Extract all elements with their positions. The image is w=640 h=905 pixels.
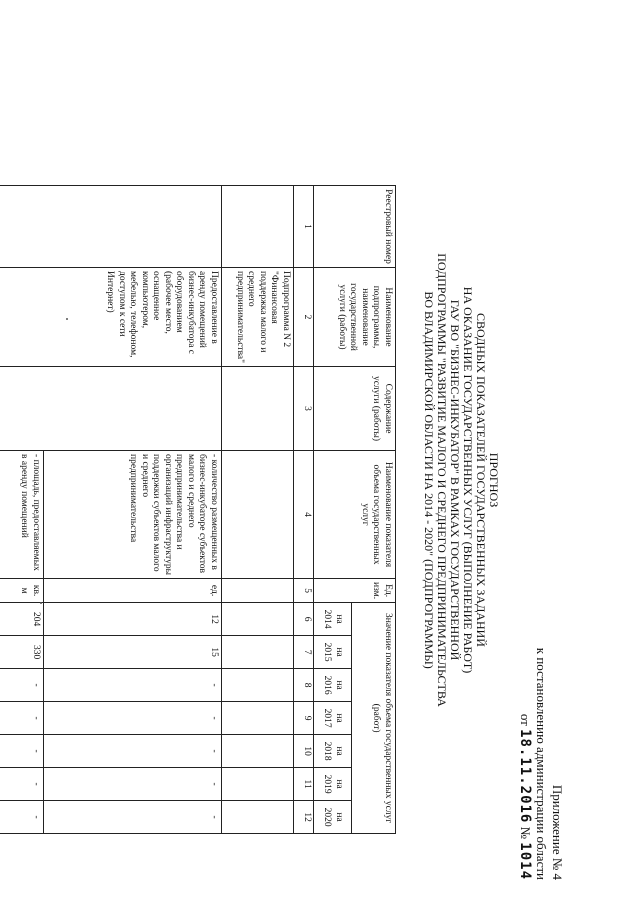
indicator-name: - количество размещенных в бизнес-инкубаторе субъектов малого и среднего предпринимательства и организаций инфраструктуры поддержки субъектов малого и среднего предпринимательства <box>44 451 222 579</box>
service-reg-cell <box>0 186 222 268</box>
empty-cell <box>222 579 294 603</box>
col-number: 1 <box>294 186 314 268</box>
col-number: 7 <box>294 636 314 669</box>
empty-cell <box>222 636 294 669</box>
indicator-value: - <box>44 702 222 735</box>
col-number: 6 <box>294 603 314 636</box>
header-reg-number: Реестровый номер <box>314 186 396 268</box>
indicator-value: - <box>0 801 44 834</box>
header-name: Наименование подпрограммы, наименование государственной услуги (работы) <box>314 268 396 367</box>
title-line: СВОДНЫХ ПОКАЗАТЕЛЕЙ ГОСУДАРСТВЕННЫХ ЗАДАНИЙ <box>474 313 488 647</box>
empty-cell <box>222 768 294 801</box>
col-number: 8 <box>294 669 314 702</box>
annex-number-sign: № <box>518 826 533 840</box>
indicator-value: 15 <box>44 636 222 669</box>
indicator-name: - площадь, предоставляемых в аренду помещений <box>0 451 44 579</box>
empty-cell <box>222 669 294 702</box>
service-content <box>0 367 222 451</box>
header-year: на 2014 <box>314 603 352 636</box>
annex-date-prefix: от <box>518 713 533 726</box>
empty-cell <box>222 603 294 636</box>
col-number: 11 <box>294 768 314 801</box>
indicator-value: 12 <box>44 603 222 636</box>
empty-cell <box>222 702 294 735</box>
header-value-group: Значение показателя объема государственных услуг (работ) <box>352 603 396 834</box>
document-title <box>422 250 500 710</box>
indicator-value: 204 <box>0 603 44 636</box>
title-line: ПРОГНОЗ <box>487 452 501 508</box>
col-number: 2 <box>294 268 314 367</box>
header-year: на 2019 <box>314 768 352 801</box>
indicator-value: - <box>44 801 222 834</box>
col-number: 9 <box>294 702 314 735</box>
scan-speck <box>40 602 42 604</box>
header-unit: Ед. изм. <box>314 579 396 603</box>
indicator-value: - <box>44 768 222 801</box>
annex-decree-line: к постановлению администрации области <box>534 647 549 880</box>
title-line: ГАУ ВО "БИЗНЕС-ИНКУБАТОР" В РАМКАХ ГОСУДАРСТВЕННОЙ <box>448 299 462 661</box>
annex-title: Приложение № 4 <box>550 784 565 880</box>
indicator-value: 330 <box>0 636 44 669</box>
indicator-value: - <box>0 735 44 768</box>
annex-number: 1014 <box>517 842 533 880</box>
header-year: на 2017 <box>314 702 352 735</box>
indicator-value: - <box>44 669 222 702</box>
header-year: на 2016 <box>314 669 352 702</box>
header-content: Содержание услуги (работы) <box>314 367 396 451</box>
indicator-value: - <box>0 669 44 702</box>
indicator-value: - <box>0 768 44 801</box>
indicator-value: - <box>0 702 44 735</box>
empty-cell <box>222 801 294 834</box>
annex-date-line <box>517 714 533 880</box>
col-number: 4 <box>294 451 314 579</box>
subprogram-reg-cell <box>222 186 294 268</box>
subprogram-name: Подпрограмма N 2 "Финансовая поддержка малого и среднего предпринимательства" <box>222 268 294 367</box>
empty-cell <box>222 451 294 579</box>
service-name: Предоставление в аренду помещений бизнес-инкубатора с оборудованием (рабочее место, оснащенное компьютером, мебелью, телефоном, доступом к сети Интернет) <box>0 268 222 367</box>
indicator-unit: ед. <box>44 579 222 603</box>
indicator-unit: кв. м <box>0 579 44 603</box>
header-year: на 2020 <box>314 801 352 834</box>
col-number: 10 <box>294 735 314 768</box>
col-number: 12 <box>294 801 314 834</box>
indicator-value: - <box>44 735 222 768</box>
title-line: ВО ВЛАДИМИРСКОЙ ОБЛАСТИ НА 2014 - 2020" (ПОДПРОГРАММЫ) <box>422 291 436 669</box>
header-indicator: Наименование показателя объема государственных услуг <box>314 451 396 579</box>
header-year: на 2018 <box>314 735 352 768</box>
title-line: ПОДПРОГРАММЫ "РАЗВИТИЕ МАЛОГО И СРЕДНЕГО ПРЕДПРИНИМАТЕЛЬСТВА <box>435 253 449 707</box>
header-year: на 2015 <box>314 636 352 669</box>
empty-cell <box>222 735 294 768</box>
col-number: 5 <box>294 579 314 603</box>
scan-speck <box>66 318 68 320</box>
col-number: 3 <box>294 367 314 451</box>
title-line: НА ОКАЗАНИЕ ГОСУДАРСТВЕННЫХ УСЛУГ (ВЫПОЛНЕНИЕ РАБОТ) <box>461 286 475 674</box>
annex-date: 18.11.2016 <box>517 729 533 824</box>
empty-cell <box>222 367 294 451</box>
forecast-table <box>0 185 396 834</box>
